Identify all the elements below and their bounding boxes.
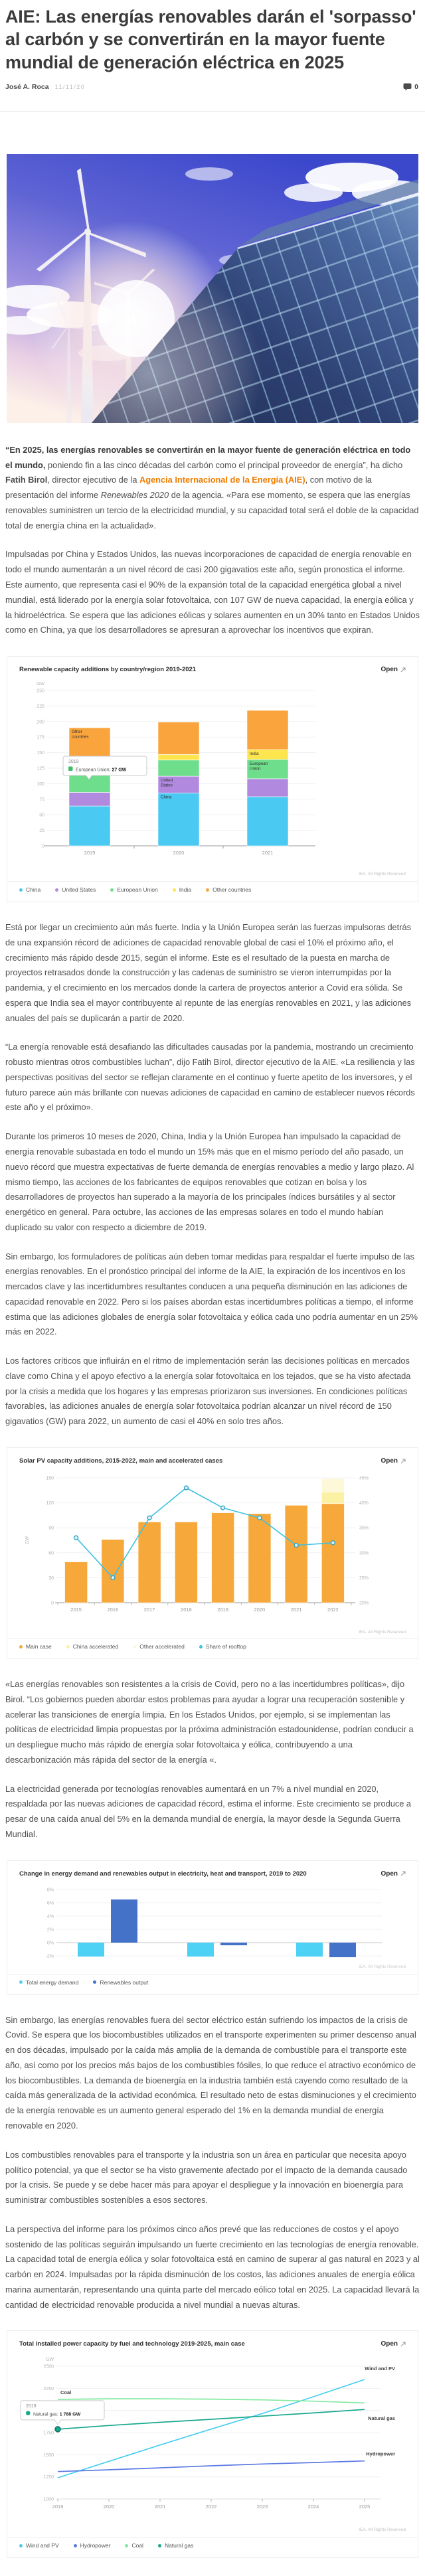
legend-item[interactable]: China [19, 886, 41, 893]
svg-text:40%: 40% [359, 1501, 369, 1506]
svg-text:30: 30 [48, 1576, 54, 1581]
chart-plot [19, 1883, 406, 1972]
svg-text:2019: 2019 [26, 2404, 37, 2409]
comment-bubble-icon [403, 83, 412, 91]
legend-item[interactable]: China accelerated [66, 1643, 119, 1650]
svg-text:175: 175 [37, 736, 44, 740]
svg-text:1500: 1500 [43, 2453, 54, 2458]
legend-swatch [173, 888, 176, 892]
legend-swatch [66, 1645, 70, 1649]
svg-text:2023: 2023 [257, 2504, 268, 2510]
svg-text:20%: 20% [359, 1601, 369, 1606]
svg-text:IEA. All Rights Reserved: IEA. All Rights Reserved [359, 872, 406, 876]
legend-swatch [199, 1645, 203, 1649]
svg-text:2020: 2020 [104, 2504, 115, 2510]
svg-text:2022: 2022 [327, 1607, 339, 1613]
paragraph-2: Impulsadas por China y Estados Unidos, las nuevas incorporaciones de capacidad de energía renovable en todo el mundo aumentarán a un nivel récord de casi 200 gigavatios este año, según pronostica el informe. Este aumento, que representa casi el 90% de la expansión total de la capacidad energética global a nivel mundial, está liderado por la energía solar fotovoltaica, con 107 GW de nueva capacidad, la energía eólica y la hidroeléctrica. Se espera que las adiciones eólicas y solares aumenten en un 30% tanto en Estados Unidos como en China, ya que los desarrolladores se apresuran a aprovechar los incentivos que expiran. [5, 547, 420, 638]
chart-title: Renewable capacity additions by country/region 2019-2021 [19, 666, 196, 673]
svg-text:European: European [250, 762, 268, 766]
svg-text:Coal: Coal [60, 2389, 71, 2395]
comments-counter[interactable] [403, 83, 418, 91]
svg-text:6%: 6% [47, 1901, 54, 1905]
svg-text:European Union: 27 GW: European Union: 27 GW [76, 768, 127, 773]
chart-title: Total installed power capacity by fuel and technology 2019-2025, main case [19, 2340, 245, 2348]
legend-item[interactable]: Total energy demand [19, 1979, 78, 1986]
svg-text:2019: 2019 [52, 2504, 64, 2510]
svg-text:United: United [161, 778, 173, 783]
svg-text:States: States [161, 783, 173, 788]
svg-text:IEA. All Rights Reserved: IEA. All Rights Reserved [359, 1965, 406, 1969]
chart-card-renewable-additions [7, 656, 418, 902]
svg-text:4%: 4% [47, 1914, 54, 1919]
svg-text:2500: 2500 [43, 2365, 54, 2370]
svg-text:1000: 1000 [43, 2498, 54, 2502]
legend-swatch [110, 888, 114, 892]
legend-item[interactable]: Coal [125, 2542, 143, 2549]
legend-swatch [74, 2544, 77, 2547]
legend-swatch [19, 888, 23, 892]
legend-item[interactable]: Main case [19, 1643, 52, 1650]
chart-plot [19, 1470, 406, 1636]
open-chart-button[interactable]: Open [381, 1870, 406, 1878]
svg-text:90: 90 [48, 1526, 54, 1531]
svg-text:Union: Union [250, 766, 261, 771]
svg-text:2021: 2021 [291, 1607, 302, 1613]
svg-text:45%: 45% [359, 1477, 369, 1481]
external-link-icon [400, 2342, 406, 2347]
paragraph-5: Durante los primeros 10 meses de 2020, China, India y la Unión Europea han impulsado la capacidad de energía renovable subastada en todo el mundo un 15% más que en el mismo período del año pasado, un nuevo récord que muestra expectativas de fuerte demanda de energías renovables a medio y largo plazo. Al mismo tiempo, las acciones de los fabricantes de equipos renovables que cotizan en bolsa y los desarrolladores de proyectos han superado a la mayoría de los principales índices bursátiles y al sector energético en general. Para octubre, las acciones de las empresas solares en todo el mundo habían duplicado su valor con respecto a diciembre de 2019. [5, 1129, 420, 1235]
svg-text:India: India [250, 752, 259, 756]
svg-text:50: 50 [39, 813, 44, 818]
svg-text:0: 0 [42, 845, 44, 849]
svg-text:countries: countries [72, 735, 89, 740]
page-title: AIE: Las energías renovables darán el 'sorpasso' al carbón y se convertirán en la mayor fuente mundial de generación eléctrica en 2025 [5, 5, 420, 74]
svg-text:100: 100 [37, 782, 44, 787]
svg-text:2024: 2024 [308, 2504, 319, 2510]
svg-text:Wind and PV: Wind and PV [365, 2366, 395, 2372]
svg-text:2021: 2021 [155, 2504, 166, 2510]
svg-text:-2%: -2% [46, 1954, 54, 1959]
open-chart-button[interactable]: Open [381, 1457, 406, 1465]
legend-swatch [19, 2544, 23, 2547]
legend-swatch [158, 2544, 161, 2547]
legend-item[interactable]: Natural gas [158, 2542, 193, 2549]
svg-text:China: China [161, 795, 172, 799]
chart-legend [19, 2542, 406, 2549]
chart-card-installed-capacity [7, 2330, 418, 2558]
svg-text:Natural gas: 1 788 GW: Natural gas: 1 788 GW [33, 2413, 81, 2417]
svg-text:IEA. All Rights Reserved: IEA. All Rights Reserved [359, 1630, 406, 1635]
chart-legend [19, 886, 406, 893]
open-chart-button[interactable]: Open [381, 2340, 406, 2348]
svg-text:120: 120 [46, 1501, 54, 1506]
svg-text:2019: 2019 [68, 760, 79, 764]
svg-text:150: 150 [37, 751, 44, 756]
article-body [5, 443, 420, 2559]
paragraph-3: Está por llegar un crecimiento aún más fuerte. India y la Unión Europea serán las fuerzas impulsoras detrás de una expansión récord de adiciones de capacidad renovable global de casi el 10% el próximo año, el crecimiento más rápido desde 2015, según el informe. Este es el resultado de la puesta en marcha de proyectos retrasados donde la construcción y las cadenas de suministro se vieron interrumpidas por la pandemia, y el crecimiento en los mercados donde la cartera de proyectos anterior a Covid era sólida. Se espera que India sea el mayor contribuyente al repunte de las energías renovables en 2021, y las adiciones anuales del país se duplicarán a partir de 2020. [5, 920, 420, 1026]
author-link[interactable]: José A. Roca [5, 83, 49, 91]
svg-text:GW: GW [25, 1536, 30, 1544]
svg-text:2025: 2025 [359, 2504, 371, 2510]
chart-card-solar-pv-additions [7, 1447, 418, 1659]
legend-item[interactable]: Hydropower [74, 2542, 111, 2549]
paragraph-1: “En 2025, las energías renovables se convertirán en la mayor fuente de generación eléctrica en todo el mundo, poniendo fin a las cinco décadas del carbón como el principal proveedor de energía”, ha dicho Fatih Birol, director ejecutivo de la Agencia Internacional de la Energía (AIE), con motivo de la presentación del informe Renewables 2020 de la agencia. «Para ese momento, se espera que las energías renovables suministren un tercio de la electricidad mundial, y su capacidad total será el doble de la capacidad total de energía china en la actualidad». [5, 443, 420, 534]
svg-text:125: 125 [37, 767, 44, 771]
legend-item[interactable]: European Union [110, 886, 157, 893]
svg-text:75: 75 [39, 797, 44, 802]
legend-swatch [125, 2544, 128, 2547]
external-link-icon [400, 1459, 406, 1464]
external-link-icon [400, 1871, 406, 1876]
report-name: Renewables 2020 [101, 490, 169, 500]
legend-item[interactable]: Share of rooftop [199, 1643, 246, 1650]
chart-card-demand-change [7, 1860, 418, 1995]
svg-text:IEA. All Rights Reserved: IEA. All Rights Reserved [359, 2528, 406, 2532]
byline [5, 83, 418, 91]
svg-text:250: 250 [37, 689, 44, 694]
legend-item[interactable]: Other accelerated [133, 1643, 185, 1650]
legend-item[interactable]: Renewables output [93, 1979, 148, 1986]
legend-swatch [93, 1980, 96, 1984]
svg-text:2%: 2% [47, 1927, 54, 1932]
svg-text:2020: 2020 [173, 850, 185, 856]
paragraph-7: Los factores críticos que influirán en el ritmo de implementación serán las decisiones políticas en mercados clave como China y el apoyo efectivo a la energía solar fotovoltaica en los tejados, que se ha visto afectada por la crisis a medida que los hogares y las empresas priorizaron sus inversiones. En condiciones políticas favorables, las adiciones anuales de energía solar fotovoltaica podrían alcanzar un nivel récord de 150 gigavatios (GW) para 2022, un aumento de casi el 40% en solo tres años. [5, 1354, 420, 1429]
paragraph-12: La perspectiva del informe para los próximos cinco años prevé que las reducciones de costos y el apoyo sostenido de las políticas seguirán impulsando un fuerte crecimiento en las tecnologías de energía renovable. La capacidad total de energía eólica y solar fotovoltaica está en camino de superar al gas natural en 2023 y al carbón en 2024. Impulsadas por la rápida disminución de los costos, las adiciones anuales de energía eólica marina aumentarán, representando una quinta parte del mercado eólico total en 2025. La capacidad llevará la cantidad de electricidad renovable producida a nivel mundial a nuevas alturas. [5, 2222, 420, 2313]
legend-item[interactable]: India [173, 886, 191, 893]
svg-text:1250: 1250 [43, 2476, 54, 2480]
open-chart-button[interactable]: Open [381, 666, 406, 673]
person-name: Fatih Birol [5, 475, 47, 485]
svg-text:Hydropower: Hydropower [366, 2451, 395, 2457]
svg-text:0: 0 [51, 1601, 54, 1606]
external-link-icon [400, 667, 406, 673]
svg-text:2015: 2015 [70, 1607, 82, 1613]
svg-text:2022: 2022 [206, 2504, 217, 2510]
svg-text:225: 225 [37, 704, 44, 709]
chart-plot [19, 2353, 406, 2535]
chart-legend [19, 1643, 406, 1650]
svg-text:60: 60 [48, 1551, 54, 1556]
svg-text:Natural gas: Natural gas [368, 2416, 395, 2422]
hero-image [7, 154, 418, 423]
svg-text:GW: GW [46, 2358, 54, 2362]
legend-item[interactable]: United States [55, 886, 96, 893]
svg-text:Other: Other [72, 730, 82, 734]
legend-swatch [55, 888, 58, 892]
svg-text:25: 25 [39, 829, 44, 833]
svg-text:30%: 30% [359, 1551, 369, 1556]
svg-text:GW: GW [37, 682, 44, 686]
publish-date: 11/11/20 [55, 84, 86, 90]
paragraph-11: Los combustibles renovables para el transporte y la industria son un área en particular que necesita apoyo político potencial, ya que el sector se ha visto gravemente afectado por el impacto de la demanda causado por la crisis. Se puede y se debe hacer más para apoyar el despliegue y la innovación en bioenergía para suministrar combustibles sostenibles a esos sectores. [5, 2148, 420, 2208]
legend-swatch [19, 1980, 23, 1984]
legend-item[interactable]: Other countries [206, 886, 251, 893]
legend-item[interactable]: Wind and PV [19, 2542, 59, 2549]
chart-title: Change in energy demand and renewables output in electricity, heat and transport, 2019 to 2020 [19, 1870, 307, 1878]
chart-plot [19, 679, 406, 879]
paragraph-4: “La energía renovable está desafiando las dificultades causadas por la pandemia, mostrando un crecimiento robusto mientras otros combustibles luchan”, dijo Fatih Birol, director ejecutivo de la AIE. «La resiliencia y las perspectivas positivas del sector se reflejan claramente en el continuo y fuerte apetito de los inversores, y el futuro parece aún más brillante con nuevas adiciones de capacidad en camino de establecer nuevos récords este año y el próximo». [5, 1040, 420, 1115]
aie-link[interactable]: Agencia Internacional de la Energía (AIE) [139, 475, 305, 485]
svg-text:2018: 2018 [181, 1607, 192, 1613]
svg-text:200: 200 [37, 720, 44, 724]
svg-text:2250: 2250 [43, 2387, 54, 2391]
svg-text:150: 150 [46, 1477, 54, 1481]
svg-text:35%: 35% [359, 1526, 369, 1531]
legend-swatch [19, 1645, 23, 1649]
legend-swatch [206, 888, 209, 892]
svg-text:2019: 2019 [84, 850, 96, 856]
paragraph-6: Sin embargo, los formuladores de políticas aún deben tomar medidas para respaldar el fuerte impulso de las energías renovables. En el pronóstico principal del informe de la AIE, la expiración de los incentivos en los mercados clave y las incertidumbres resultantes conducen a una pequeña disminución en las adiciones de capacidad renovable en 2022. Pero si los países abordan estas incertidumbres políticas a tiempo, el informe estima que las adiciones globales de energía solar fotovoltaica y eólica cada uno podría aumentar en un 25% más en 2022. [5, 1249, 420, 1340]
svg-text:2020: 2020 [254, 1607, 266, 1613]
svg-text:2016: 2016 [108, 1607, 119, 1613]
paragraph-10: Sin embargo, las energías renovables fuera del sector eléctrico están sufriendo los impactos de la crisis de Covid. Se espera que los biocombustibles utilizados en el transporte experimenten su primer descenso anual en dos décadas, impulsado por la caída más amplia de la demanda de combustible para el transporte este año, así como por los precios más bajos de los combustibles fósiles, lo que reduce el atractivo económico de los biocombustibles. La demanda de bioenergía en la industria también está cayendo como resultado de la caída más generalizada de la actividad económica. El resultado neto de estas disminuciones y el crecimiento de la energía renovable es un aumento general esperado del 1% en la demanda mundial de energía renovable en 2020. [5, 2013, 420, 2134]
svg-text:2017: 2017 [144, 1607, 155, 1613]
chart-title: Solar PV capacity additions, 2015-2022, main and accelerated cases [19, 1457, 222, 1465]
svg-text:1750: 1750 [43, 2431, 54, 2436]
svg-text:25%: 25% [359, 1576, 369, 1581]
legend-swatch [133, 1645, 136, 1649]
svg-text:0%: 0% [47, 1941, 54, 1945]
paragraph-8: «Las energías renovables son resistentes a la crisis de Covid, pero no a las incertidumbres políticas», dijo Birol. “Los gobiernos pueden abordar estos problemas para ayudar a lograr una recuperación sostenible y acelerar las transiciones de energía limpia. En los Estados Unidos, por ejemplo, si se implementan las políticas de electricidad limpia propuestas por la próxima administración estadounidense, podrían conducir a un despliegue mucho más rápido de energía solar fotovoltaica y eólica, contribuyendo a una descarbonización más rápida del sector de la energía «. [5, 1677, 420, 1768]
svg-text:8%: 8% [47, 1888, 54, 1892]
paragraph-9: La electricidad generada por tecnologías renovables aumentará en un 7% a nivel mundial en 2020, respaldada por las nuevas adiciones de capacidad récord, estima el informe. Este crecimiento se produce a pesar de una caída anual del 5% en la demanda mundial de energía, la mayor desde la Segunda Guerra Mundial. [5, 1782, 420, 1842]
comments-count: 0 [414, 83, 418, 91]
lead-bold: “En 2025, las energías renovables se convertirán en la mayor fuente de generación eléctrica en todo el mundo, [5, 445, 410, 470]
chart-legend [19, 1979, 406, 1986]
svg-text:2019: 2019 [217, 1607, 228, 1613]
svg-text:2021: 2021 [262, 850, 274, 856]
header-divider [0, 111, 425, 112]
